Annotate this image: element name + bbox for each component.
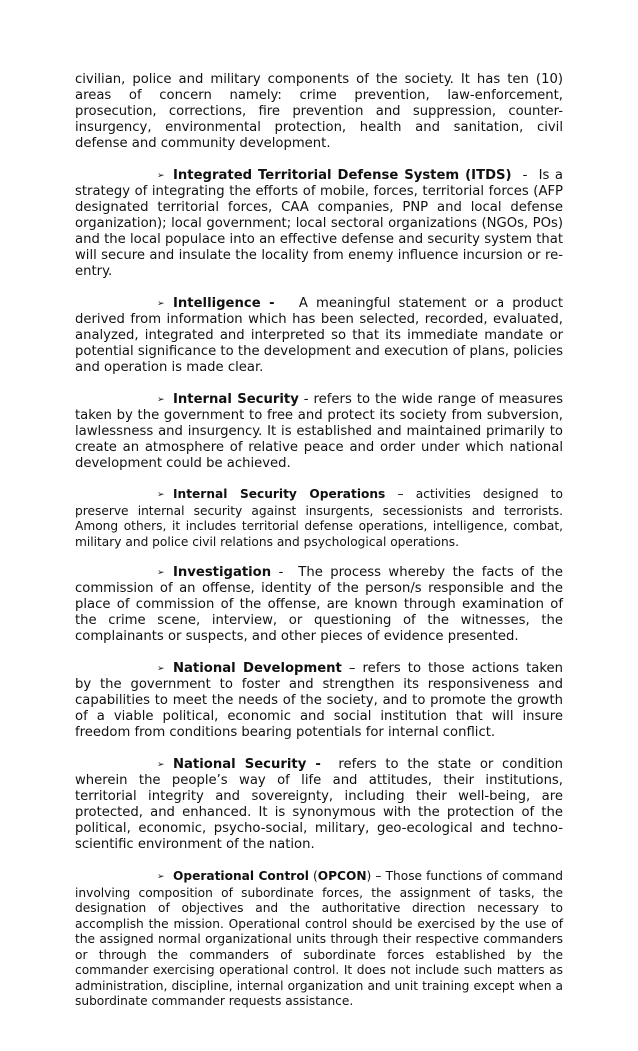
definition-text: The process whereby the facts of the commission of an offense, identity of the person/s responsible and the place of commission of the offense, are known through examination of the crime scene, interview, or questioning of the witnesses, the complainants or suspects, and other pieces of evidence presented. bbox=[75, 565, 563, 644]
definition-text: activities designed to preserve internal security against insurgents, secessionists and terrorists. Among others, it includes territorial defense operations, intelligence, combat, military and police civil relations and psychological operations. bbox=[75, 487, 563, 549]
arrow-bullet-icon: ➢ bbox=[157, 299, 165, 309]
arrow-bullet-icon: ➢ bbox=[157, 664, 165, 674]
term-internal-security-operations: Internal Security Operations bbox=[173, 487, 386, 501]
term-national-development: National Development bbox=[173, 661, 342, 676]
definition-investigation: ➢ Investigation - The process whereby the facts of the commission of an offense, identity of the person/s responsible and the place of commission of the offense, are known through examination of the crime scene, interview, or questioning of the witnesses, the complainants or suspects, and other pieces of evidence presented. bbox=[75, 565, 563, 644]
intro-paragraph: civilian, police and military components of the society. It has ten (10) areas of concern namely: crime prevention, law-enforcement, prosecution, corrections, fire prevention and suppression, counter-insurgency, environmental protection, health and sanitation, civil defense and community development. bbox=[75, 72, 563, 151]
definition-internal-security: ➢ Internal Security - refers to the wide range of measures taken by the government to free and protect its society from subversion, lawlessness and insurgency. It is established and maintained primarily to create an atmosphere of relative peace and order under which national development could be achieved. bbox=[75, 392, 563, 471]
definition-national-security bbox=[75, 757, 563, 853]
arrow-bullet-icon: ➢ bbox=[157, 490, 165, 500]
definition-operational-control: ➢ Operational Control (OPCON) – Those functions of command involving composition of subordinate forces, the assignment of tasks, the designation of objectives and the authoritative direction necessary to accomplish the mission. Operational control should be exercised by the use of the assigned normal organizational units through their respective commanders or through the commanders of subordinate forces established by the commander exercising operational control. It does not include such matters as administration, discipline, internal organization and unit training except when a subordinate commander requests assistance. bbox=[75, 869, 563, 1008]
arrow-bullet-icon: ➢ bbox=[157, 872, 165, 882]
arrow-bullet-icon: ➢ bbox=[157, 760, 165, 770]
term-national-security: National Security - bbox=[173, 757, 321, 772]
term-itds: Integrated Territorial Defense System (ITDS) bbox=[173, 168, 512, 183]
definition-national-development: ➢ National Development – refers to those actions taken by the government to foster and strengthen its responsiveness and capabilities to meet the needs of the society, and to promote the growth of a viable political, economic and social institution that will insure freedom from conditions bearing potentials for internal conflict. bbox=[75, 661, 563, 740]
definition-itds: ➢ Integrated Territorial Defense System (ITDS) - Is a strategy of integrating the efforts of mobile, forces, territorial forces (AFP designated territorial forces, CAA companies, PNP and local defense organization); local government; local sectoral organizations (NGOs, POs) and the local populace into an effective defense and security system that will secure and insulate the locality from enemy influence incursion or re-entry. bbox=[75, 168, 563, 279]
term-intelligence: Intelligence - bbox=[173, 296, 275, 311]
definition-internal-security-operations: ➢ Internal Security Operations – activities designed to preserve internal security against insurgents, secessionists and terrorists. Among others, it includes territorial defense operations, intelligence, combat, military and police civil relations and psychological operations. bbox=[75, 487, 563, 549]
arrow-bullet-icon: ➢ bbox=[157, 395, 165, 405]
term-internal-security: Internal Security bbox=[173, 392, 299, 407]
arrow-bullet-icon: ➢ bbox=[157, 568, 165, 578]
definition-text: refers to the wide range of measures taken by the government to free and protect its society from subversion, lawlessness and insurgency. It is established and maintained primarily to create an atmosphere of relative peace and order under which national development could be achieved. bbox=[75, 392, 563, 471]
definition-intelligence bbox=[75, 296, 563, 376]
term-abbreviation: OPCON bbox=[317, 869, 367, 883]
definition-text: refers to the state or condition wherein the people’s way of life and attitudes, their institutions, territorial integrity and sovereignty, including their well-being, are protected, and enhanced. It is synonymous with the protection of the political, economic, psycho-social, military, geo-ecological and techno-scientific environment of the nation. bbox=[75, 757, 563, 852]
term-investigation: Investigation bbox=[173, 565, 272, 580]
definition-text: refers to those actions taken by the government to foster and strengthen its responsiveness and capabilities to meet the needs of the society, and to promote the growth of a viable political, economic and social institution that will insure freedom from conditions bearing potentials for internal conflict. bbox=[75, 661, 563, 740]
definition-text: Those functions of command involving composition of subordinate forces, the assignment of tasks, the designation of objectives and the authoritative direction necessary to accomplish the mission. Operational control should be exercised by the use of the assigned normal organizational units through their respective commanders or through the commanders of subordinate forces established by the commander exercising operational control. It does not include such matters as administration, discipline, internal organization and unit training except when a subordinate commander requests assistance. bbox=[75, 869, 563, 1008]
term-operational-control: Operational Control bbox=[173, 869, 309, 883]
definition-text: Is a strategy of integrating the efforts of mobile, forces, territorial forces (AFP designated territorial forces, CAA companies, PNP and local defense organization); local government; local sectoral organizations (NGOs, POs) and the local populace into an effective defense and security system that will secure and insulate the locality from enemy influence incursion or re-entry. bbox=[75, 168, 563, 279]
definition-text: A meaningful statement or a product derived from information which has been selected, recorded, evaluated, analyzed, integrated and interpreted so that its immediate mandate or potential significance to the development and execution of plans, policies and operation is made clear. bbox=[75, 296, 564, 375]
document-page bbox=[75, 72, 563, 1010]
arrow-bullet-icon: ➢ bbox=[157, 171, 165, 181]
